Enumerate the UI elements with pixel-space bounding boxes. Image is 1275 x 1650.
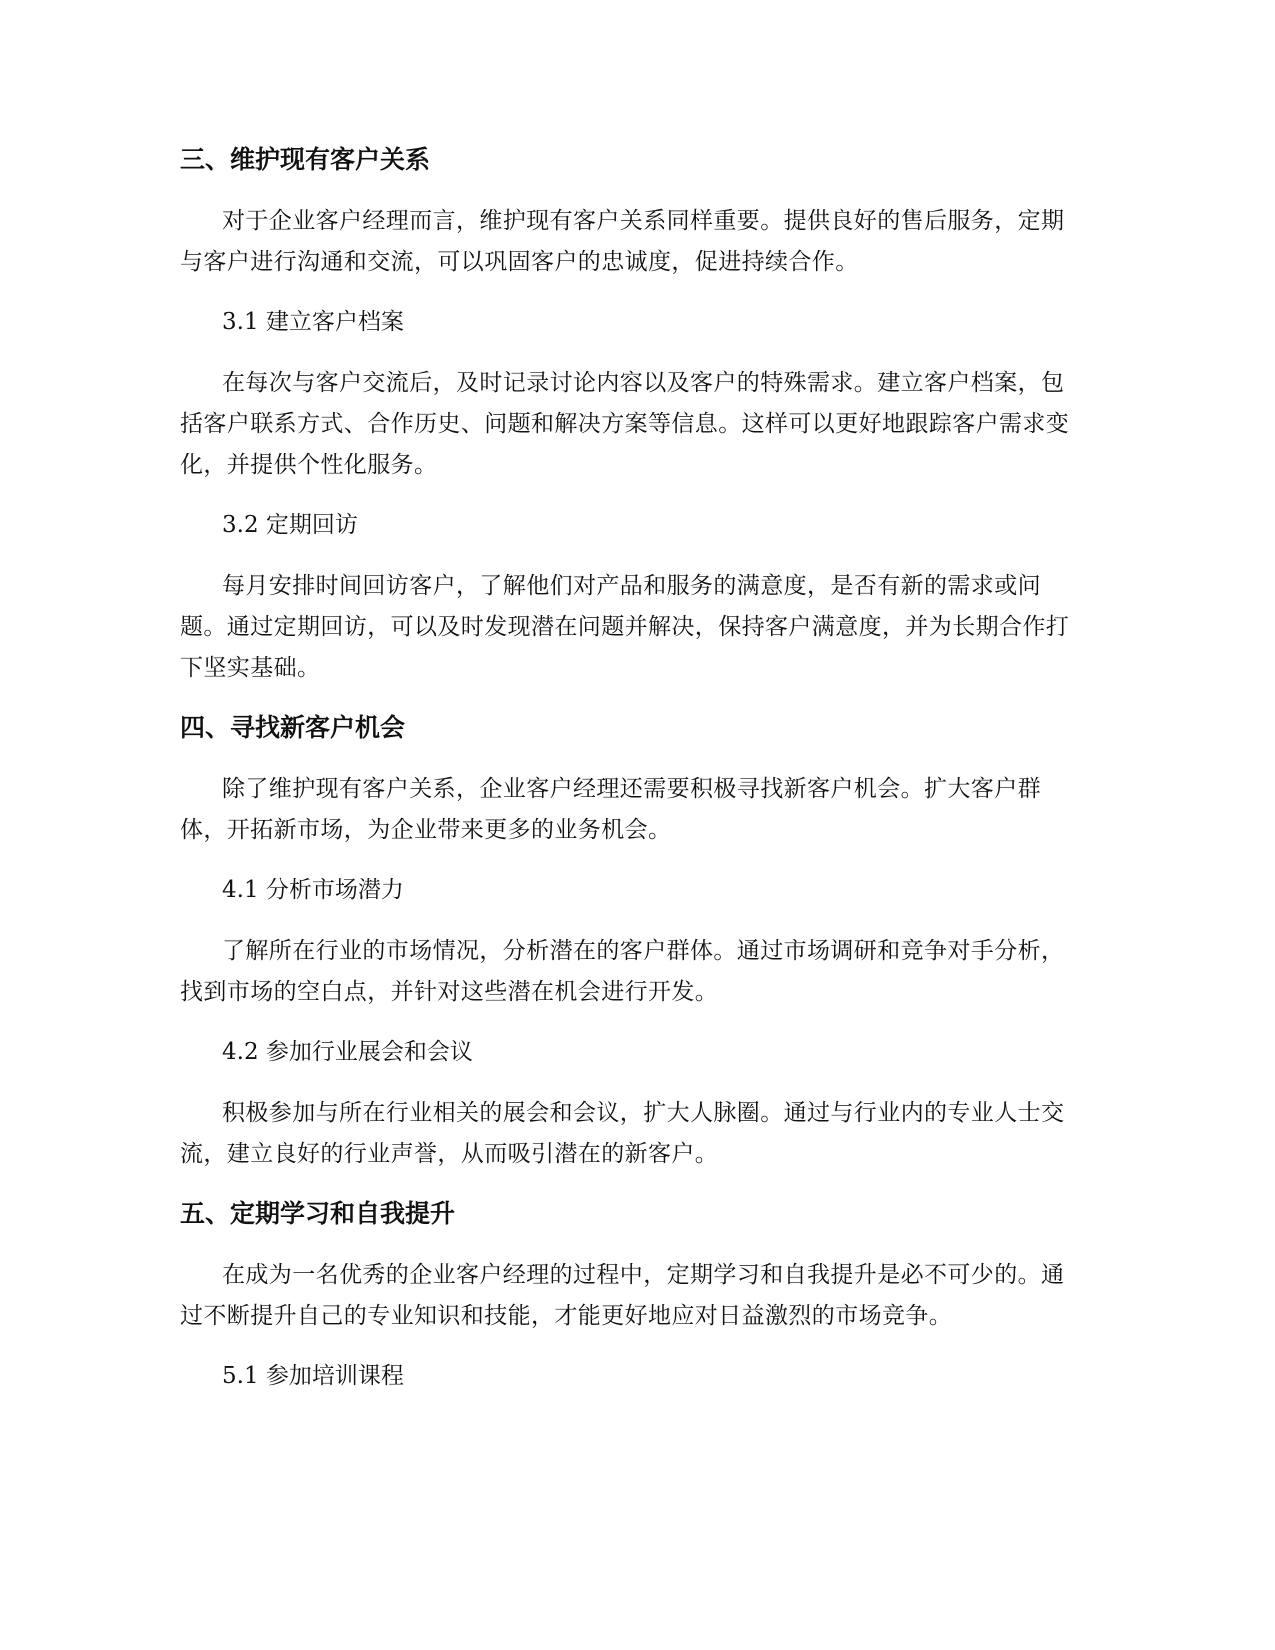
section-intro: 对于企业客户经理而言，维护现有客户关系同样重要。提供良好的售后服务，定期与客户进行沟通和交流，可以巩固客户的忠诚度，促进持续合作。 — [180, 208, 1065, 275]
subsection-title: 4.2 参加行业展会和会议 — [222, 1039, 473, 1065]
subsection-body: 积极参加与所在行业相关的展会和会议，扩大人脉圈。通过与行业内的专业人士交流，建立良好的行业声誉，从而吸引潜在的新客户。 — [180, 1100, 1065, 1167]
section-heading: 三、维护现有客户关系 — [180, 145, 431, 174]
subsection-title: 4.1 分析市场潜力 — [222, 877, 404, 903]
section-intro: 在成为一名优秀的企业客户经理的过程中，定期学习和自我提升是必不可少的。通过不断提升自己的专业知识和技能，才能更好地应对日益激烈的市场竞争。 — [180, 1262, 1065, 1329]
section-intro: 除了维护现有客户关系，企业客户经理还需要积极寻找新客户机会。扩大客户群体，开拓新市场，为企业带来更多的业务机会。 — [180, 776, 1041, 843]
subsection-body: 了解所在行业的市场情况，分析潜在的客户群体。通过市场调研和竞争对手分析，找到市场的空白点，并针对这些潜在机会进行开发。 — [180, 938, 1065, 1005]
subsection-title: 5.1 参加培训课程 — [222, 1363, 404, 1389]
section-heading: 四、寻找新客户机会 — [180, 713, 406, 742]
subsection-body: 在每次与客户交流后，及时记录讨论内容以及客户的特殊需求。建立客户档案，包括客户联系方式、合作历史、问题和解决方案等信息。这样可以更好地跟踪客户需求变化，并提供个性化服务。 — [180, 370, 1070, 478]
subsection-body: 每月安排时间回访客户，了解他们对产品和服务的满意度，是否有新的需求或问题。通过定期回访，可以及时发现潜在问题并解决，保持客户满意度，并为长期合作打下坚实基础。 — [180, 573, 1070, 681]
document-page — [180, 140, 1080, 1396]
subsection-title: 3.2 定期回访 — [222, 512, 358, 538]
section-heading: 五、定期学习和自我提升 — [180, 1199, 456, 1228]
subsection-title: 3.1 建立客户档案 — [222, 309, 404, 335]
